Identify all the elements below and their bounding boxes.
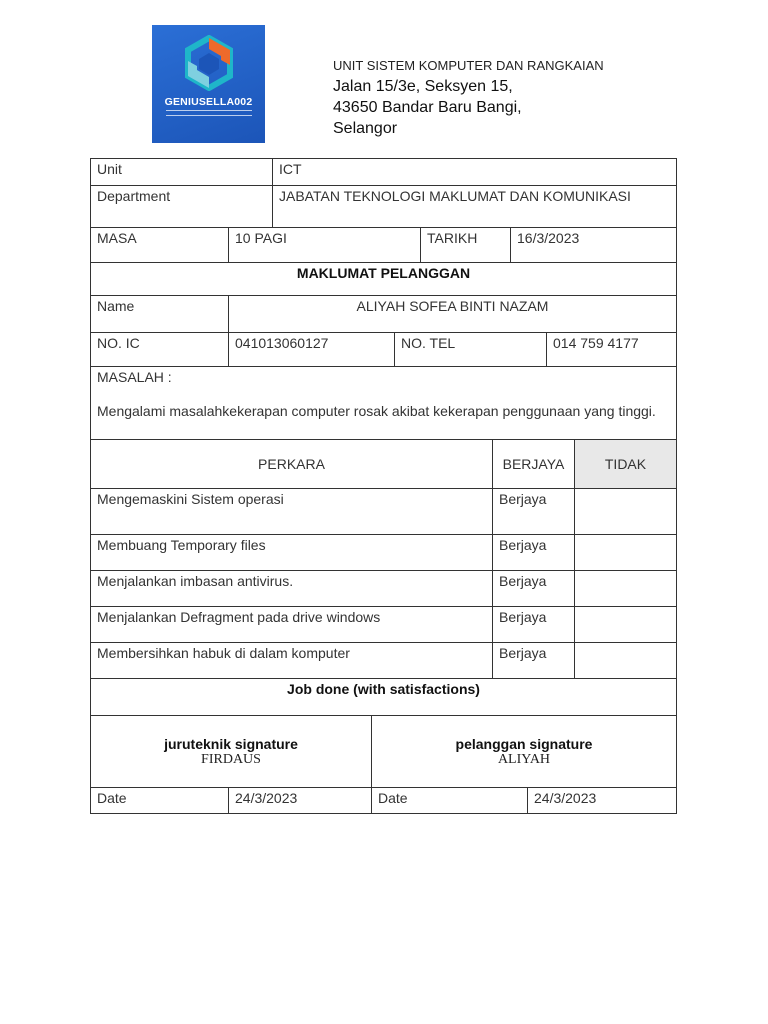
table-row	[90, 535, 677, 571]
unit-name: UNIT SISTEM KOMPUTER DAN RANGKAIAN	[333, 58, 604, 73]
tel-value: 014 759 4177	[546, 333, 676, 366]
signature-row	[90, 716, 677, 788]
task-tidak	[574, 571, 676, 606]
perkara-header: PERKARA	[258, 456, 325, 472]
department-label: Department	[97, 188, 171, 204]
task-berjaya: Berjaya	[492, 643, 574, 678]
berjaya-header: BERJAYA	[492, 440, 574, 488]
masalah-text: Mengalami masalahkekerapan computer rosak akibat kekerapan penggunaan yang tinggi.	[97, 403, 656, 419]
tidak-header: TIDAK	[574, 440, 676, 488]
unit-value: ICT	[272, 159, 676, 185]
section-title: MAKLUMAT PELANGGAN	[296, 265, 471, 281]
unit-label: Unit	[97, 161, 122, 177]
masa-value: 10 PAGI	[228, 228, 420, 262]
ic-value: 041013060127	[228, 333, 394, 366]
masalah-row	[90, 367, 677, 440]
date-row	[90, 788, 677, 814]
technician-signature-cell	[91, 716, 371, 787]
logo-mark-icon	[183, 35, 235, 91]
address-line-2: 43650 Bandar Baru Bangi,	[333, 99, 522, 116]
name-label: Name	[97, 298, 135, 314]
logo-wordmark: GENIUSELLA002	[164, 96, 253, 108]
contact-row	[90, 333, 677, 367]
customer-signature-cell	[371, 716, 676, 787]
task-name: Membersihkan habuk di dalam komputer	[97, 645, 350, 661]
tel-label: NO. TEL	[394, 333, 546, 366]
technician-date-label: Date	[97, 790, 127, 806]
task-name: Membuang Temporary files	[97, 537, 266, 553]
department-value: JABATAN TEKNOLOGI MAKLUMAT DAN KOMUNIKASI	[272, 186, 676, 227]
task-tidak	[574, 489, 676, 534]
address-line-1: Jalan 15/3e, Seksyen 15,	[333, 78, 513, 95]
logo-tagline	[166, 110, 252, 116]
table-row	[90, 607, 677, 643]
customer-date-label: Date	[371, 788, 527, 813]
ic-label: NO. IC	[97, 335, 140, 351]
masa-label: MASA	[97, 230, 137, 246]
task-berjaya: Berjaya	[492, 571, 574, 606]
technician-date: 24/3/2023	[228, 788, 371, 813]
tarikh-label: TARIKH	[420, 228, 510, 262]
name-value: ALIYAH SOFEA BINTI NAZAM	[228, 296, 676, 332]
task-berjaya: Berjaya	[492, 535, 574, 570]
company-logo	[152, 25, 265, 143]
customer-date: 24/3/2023	[527, 788, 676, 813]
task-berjaya: Berjaya	[492, 489, 574, 534]
job-done-label: Job done (with satisfactions)	[287, 681, 480, 697]
customer-name: ALIYAH	[497, 751, 551, 767]
table-row	[90, 643, 677, 679]
technician-name: FIRDAUS	[201, 751, 261, 767]
name-row	[90, 296, 677, 333]
masalah-label: MASALAH :	[97, 369, 172, 385]
customer-signature-label: pelanggan signature	[455, 735, 593, 752]
table-row	[90, 489, 677, 535]
tarikh-value: 16/3/2023	[510, 228, 676, 262]
address-block	[333, 58, 604, 139]
table-row	[90, 571, 677, 607]
task-berjaya: Berjaya	[492, 607, 574, 642]
technician-signature-label: juruteknik signature	[164, 735, 298, 752]
masa-row	[90, 228, 677, 263]
task-tidak	[574, 643, 676, 678]
department-row	[90, 186, 677, 228]
job-done-row	[90, 679, 677, 716]
masalah-cell	[91, 367, 676, 439]
task-tidak	[574, 535, 676, 570]
task-name: Menjalankan imbasan antivirus.	[97, 573, 294, 589]
task-name: Mengemaskini Sistem operasi	[97, 491, 284, 507]
section-title-row	[90, 263, 677, 296]
service-form	[90, 158, 677, 814]
task-tidak	[574, 607, 676, 642]
task-name: Menjalankan Defragment pada drive windows	[97, 609, 381, 625]
unit-row	[90, 158, 677, 186]
tasks-header-row	[90, 440, 677, 489]
address-line-3: Selangor	[333, 120, 398, 137]
